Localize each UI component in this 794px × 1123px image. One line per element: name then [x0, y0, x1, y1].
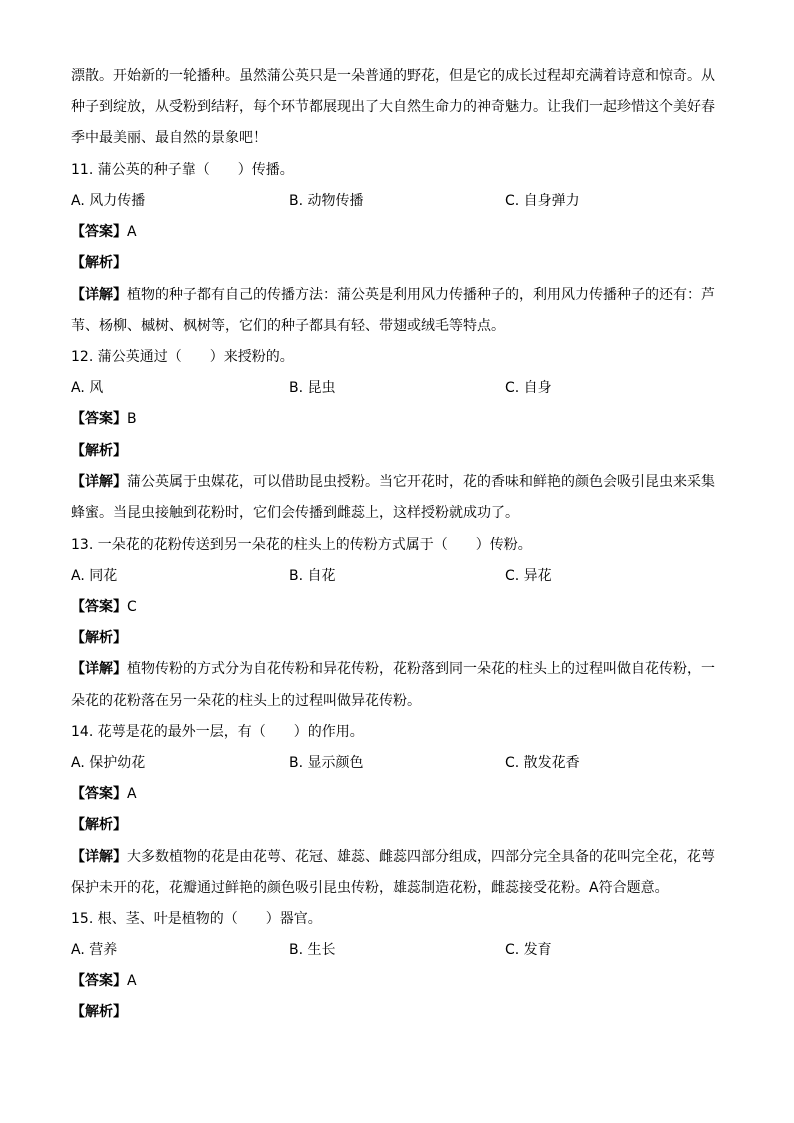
option-b: B. 显示颜色: [289, 755, 364, 771]
answer-value: A: [127, 973, 137, 989]
question-14-options: [71, 753, 731, 773]
question-15-options: [71, 940, 731, 960]
detail-text: 蒲公英属于虫媒花，可以借助昆虫授粉。当它开花时，花的香味和鲜艳的颜色会吸引昆虫来采集: [127, 474, 715, 490]
answer-value: B: [127, 411, 137, 427]
option-b: B. 昆虫: [289, 380, 336, 396]
question-15-answer: [71, 971, 731, 991]
question-13-answer: [71, 597, 731, 617]
option-c: C. 自身: [505, 380, 552, 396]
detail-text: 植物的种子都有自己的传播方法：蒲公英是利用风力传播种子的，利用风力传播种子的还有：芦: [127, 287, 715, 303]
question-11-detail-line-2: 苇、杨柳、槭树、枫树等，它们的种子都具有轻、带翅或绒毛等特点。: [71, 318, 505, 334]
question-14-detail-line-1: [71, 847, 731, 867]
answer-label: 【答案】: [71, 224, 127, 240]
question-12-options: [71, 378, 731, 398]
question-12-detail-line-2: 蜂蜜。当昆虫接触到花粉时，它们会传播到雌蕊上，这样授粉就成功了。: [71, 505, 519, 521]
question-13-detail-line-2: 朵花的花粉落在另一朵花的柱头上的过程叫做异花传粉。: [71, 693, 421, 709]
option-a: A. 营养: [71, 942, 118, 958]
question-14-detail-line-2: 保护未开的花，花瓣通过鲜艳的颜色吸引昆虫传粉，雄蕊制造花粉，雌蕊接受花粉。A符合题意。: [71, 880, 669, 896]
question-13-stem: 13. 一朵花的花粉传送到另一朵花的柱头上的传粉方式属于（ ）传粉。: [71, 537, 532, 553]
option-a: A. 保护幼花: [71, 755, 146, 771]
question-14-answer: [71, 784, 731, 804]
answer-label: 【答案】: [71, 599, 127, 615]
answer-label: 【答案】: [71, 786, 127, 802]
analysis-label: 【解析】: [71, 630, 127, 646]
intro-line-3: 季中最美丽、最自然的景象吧！: [71, 130, 267, 146]
question-13-analysis: [71, 628, 731, 648]
detail-text: 大多数植物的花是由花萼、花冠、雄蕊、雌蕊四部分组成，四部分完全具备的花叫完全花，花萼: [127, 849, 715, 865]
analysis-label: 【解析】: [71, 255, 127, 271]
question-14-stem: 14. 花萼是花的最外一层，有（ ）的作用。: [71, 724, 364, 740]
option-c: C. 散发花香: [505, 755, 580, 771]
answer-value: A: [127, 224, 137, 240]
question-12-answer: [71, 409, 731, 429]
detail-label: 【详解】: [71, 849, 127, 865]
question-11-stem: 11. 蒲公英的种子靠（ ）传播。: [71, 162, 294, 178]
question-11-options: [71, 191, 731, 211]
option-b: B. 自花: [289, 568, 336, 584]
analysis-label: 【解析】: [71, 443, 127, 459]
question-12-analysis: [71, 441, 731, 461]
detail-label: 【详解】: [71, 661, 127, 677]
option-b: B. 生长: [289, 942, 336, 958]
answer-label: 【答案】: [71, 411, 127, 427]
question-11-answer: [71, 222, 731, 242]
option-c: C. 发育: [505, 942, 552, 958]
question-15-stem: 15. 根、茎、叶是植物的（ ）器官。: [71, 911, 322, 927]
analysis-label: 【解析】: [71, 817, 127, 833]
option-a: A. 同花: [71, 568, 118, 584]
answer-label: 【答案】: [71, 973, 127, 989]
intro-line-1: 漂散。开始新的一轮播种。虽然蒲公英只是一朵普通的野花，但是它的成长过程却充满着诗意和惊奇。从: [71, 68, 715, 84]
question-12-stem: 12. 蒲公英通过（ ）来授粉的。: [71, 349, 294, 365]
option-b: B. 动物传播: [289, 193, 364, 209]
intro-line-2: 种子到绽放，从受粉到结籽，每个环节都展现出了大自然生命力的神奇魅力。让我们一起珍惜这个美好春: [71, 99, 715, 115]
question-12-detail-line-1: [71, 472, 731, 492]
answer-value: A: [127, 786, 137, 802]
question-11-detail-line-1: [71, 285, 731, 305]
answer-value: C: [127, 599, 137, 615]
question-13-detail-line-1: [71, 659, 731, 679]
question-11-analysis: [71, 253, 731, 273]
question-13-options: [71, 566, 731, 586]
option-a: A. 风: [71, 380, 104, 396]
option-a: A. 风力传播: [71, 193, 146, 209]
question-15-analysis: [71, 1002, 731, 1022]
analysis-label: 【解析】: [71, 1004, 127, 1020]
detail-label: 【详解】: [71, 474, 127, 490]
question-14-analysis: [71, 815, 731, 835]
detail-text: 植物传粉的方式分为自花传粉和异花传粉，花粉落到同一朵花的柱头上的过程叫做自花传粉，一: [127, 661, 715, 677]
option-c: C. 异花: [505, 568, 552, 584]
detail-label: 【详解】: [71, 287, 127, 303]
option-c: C. 自身弹力: [505, 193, 580, 209]
